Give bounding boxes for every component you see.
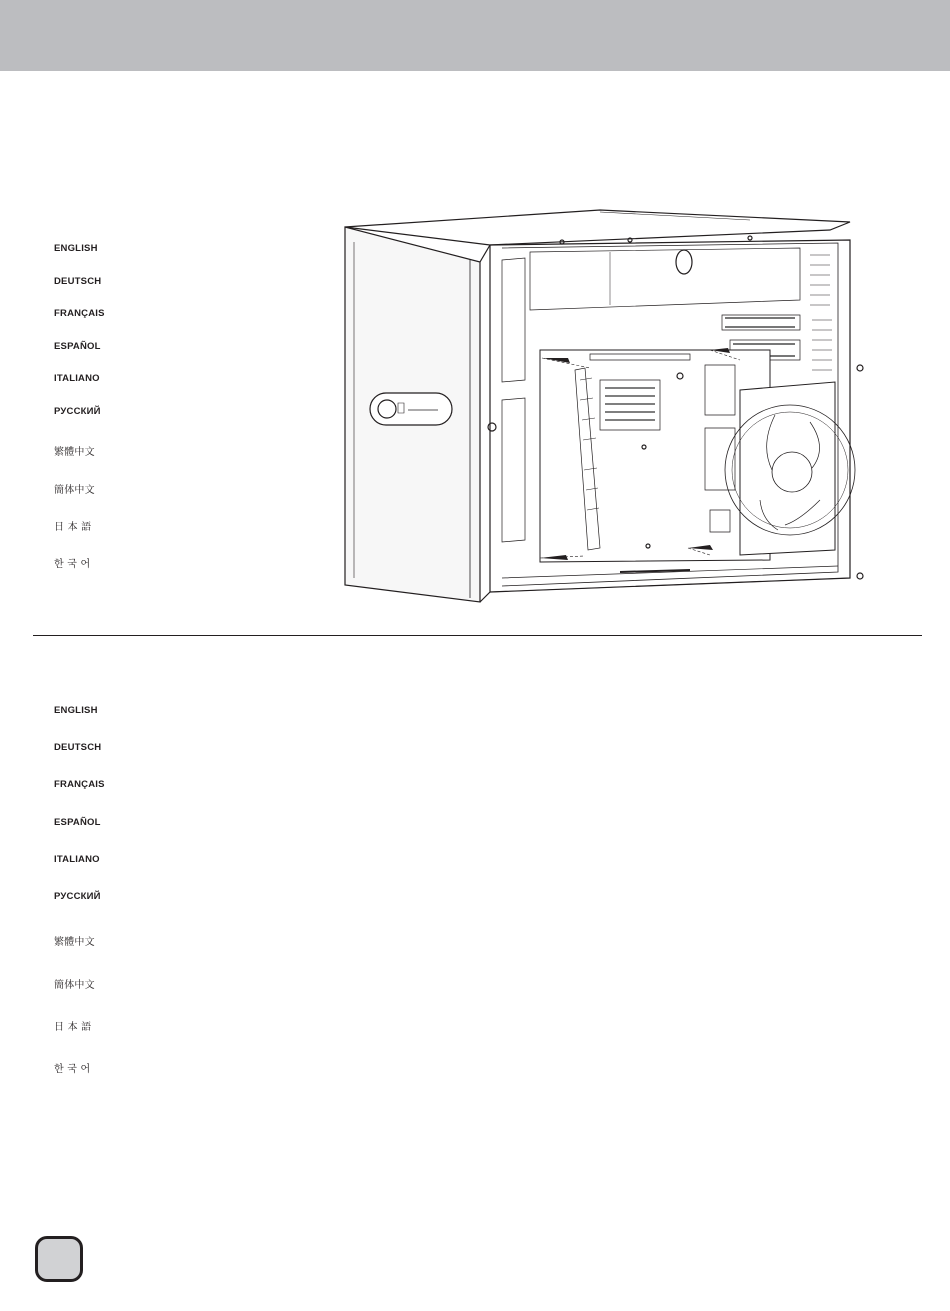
language-label: ESPAÑOL [54,817,101,828]
language-label: ENGLISH [54,243,98,254]
language-label: FRANÇAIS [54,779,105,790]
language-label: ITALIANO [54,854,100,865]
page-number-badge [35,1236,83,1282]
language-label: 한 국 어 [54,559,91,570]
language-label: DEUTSCH [54,742,102,753]
language-label: FRANÇAIS [54,308,105,319]
language-label: ENGLISH [54,705,98,716]
header-band [0,0,950,71]
language-label: ITALIANO [54,373,100,384]
language-label: 簡体中文 [54,485,95,496]
language-label: РУССКИЙ [54,406,101,417]
language-label: РУССКИЙ [54,891,101,902]
language-label: ESPAÑOL [54,341,101,352]
language-label: 日 本 語 [54,1022,92,1033]
case-motherboard-illustration [330,200,870,610]
language-label: DEUTSCH [54,276,102,287]
language-label: 繁體中文 [54,937,95,948]
language-label: 日 本 語 [54,522,92,533]
language-label: 簡体中文 [54,980,95,991]
language-label: 繁體中文 [54,447,95,458]
language-label: 한 국 어 [54,1064,91,1075]
section-divider [33,635,922,636]
